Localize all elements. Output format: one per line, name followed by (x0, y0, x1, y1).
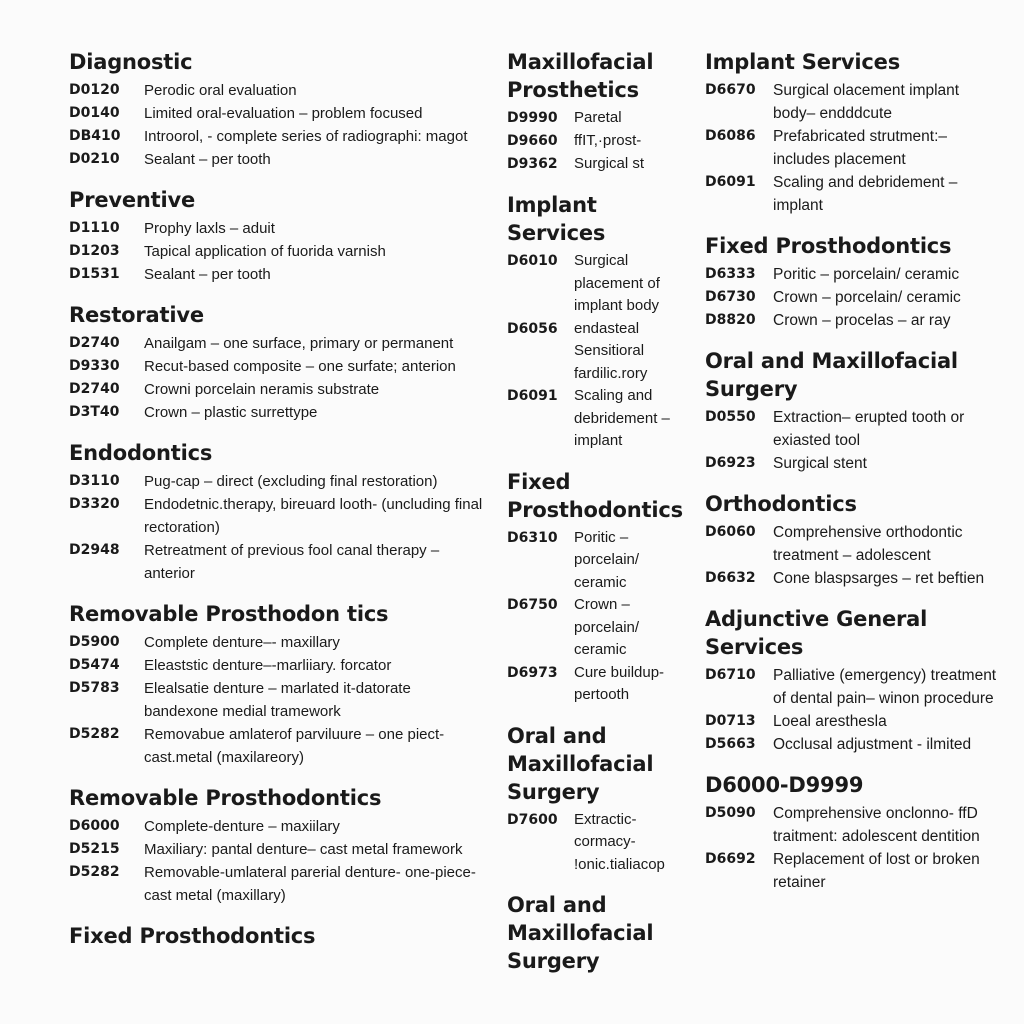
procedure-description: Pug-cap – direct (excluding final restoration) (144, 473, 438, 490)
procedure-description: Elealsatie denture – marlated it-datorate bandexone medial tramework (144, 680, 411, 720)
code-row (705, 286, 1005, 309)
procedure-description: Occlusal adjustment - ilmited (773, 736, 972, 753)
procedure-description: Scaling and debridement – implant (574, 387, 670, 449)
section-heading: D6000-D9999 (705, 773, 864, 797)
code-row (69, 723, 489, 769)
code-row (705, 406, 1005, 452)
procedure-description: Complete denture–- maxillary (144, 634, 340, 651)
procedure-description: Replacement of lost or broken retainer (773, 851, 980, 891)
code-row (705, 309, 1005, 332)
procedure-description: Crown – porcelain/ ceramic (574, 596, 640, 658)
section (507, 191, 692, 453)
procedure-description: Poritic – porcelain/ ceramic (773, 266, 960, 283)
section-heading: Oral and Maxillofacial Surgery (705, 349, 958, 401)
procedure-description: Removabue amlaterof parviluure – one piect-cast.metal (maxilareory) (144, 726, 445, 766)
procedure-description: Crowni porcelain neramis substrate (144, 381, 380, 398)
code-row (69, 102, 489, 125)
section-heading: Implant Services (705, 50, 900, 74)
code-row (705, 125, 1005, 171)
code-row (69, 148, 489, 171)
code-row (507, 662, 692, 707)
procedure-description: Poritic – porcelain/ ceramic (574, 528, 640, 591)
code-row (507, 250, 692, 318)
procedure-code: D6333 (705, 266, 756, 282)
code-row (69, 355, 489, 378)
code-row (69, 125, 489, 148)
section-heading: Diagnostic (69, 50, 193, 74)
section-heading: Removable Prosthodontics (69, 786, 382, 810)
section-heading: Fixed Prosthodontics (507, 469, 683, 522)
section-heading: Preventive (69, 188, 196, 212)
code-row (69, 677, 489, 723)
code-row (69, 861, 489, 907)
column-right (705, 48, 1005, 909)
code-row (69, 470, 489, 493)
section-heading: Removable Prosthodon tics (69, 602, 389, 626)
procedure-code: D6086 (705, 128, 756, 144)
procedure-code: D0140 (69, 105, 120, 121)
section (69, 48, 489, 171)
column-left (69, 48, 489, 965)
procedure-code: D5215 (69, 841, 120, 857)
procedure-description: Surgical st (574, 155, 645, 172)
procedure-code: D2948 (69, 542, 120, 558)
procedure-description: Comprehensive orthodontic treatment – adolescent (773, 524, 963, 564)
procedure-code: D6670 (705, 82, 756, 98)
procedure-description: Surgical stent (773, 455, 867, 472)
procedure-code: D3320 (69, 496, 120, 512)
procedure-code: D6973 (507, 664, 558, 681)
procedure-code: D5900 (69, 634, 120, 650)
procedure-description: Crown – porcelain/ ceramic (773, 289, 961, 306)
code-row (507, 527, 692, 595)
procedure-description: ffIT,·prost- (574, 132, 642, 149)
code-row (507, 153, 692, 176)
code-row (69, 654, 489, 677)
procedure-description: Extraction– erupted tooth or exiasted tool (773, 409, 965, 449)
procedure-description: Perodic oral evaluation (144, 82, 297, 99)
procedure-description: Removable-umlateral parerial denture- one-piece-cast metal (maxillary) (144, 864, 476, 904)
procedure-description: Crown – plastic surrettype (144, 404, 318, 421)
code-row (705, 171, 1005, 217)
code-row (705, 710, 1005, 733)
code-row (69, 79, 489, 102)
section-heading: Orthodontics (705, 492, 857, 516)
code-row (69, 378, 489, 401)
procedure-code: D2740 (69, 381, 120, 397)
procedure-description: Limited oral-evaluation – problem focused (144, 105, 423, 122)
procedure-description: Prophy laxls – aduit (144, 220, 275, 237)
procedure-code: D0550 (705, 409, 756, 425)
procedure-code: D9330 (69, 358, 120, 374)
procedure-code: D8820 (705, 312, 756, 328)
section (705, 605, 1005, 756)
procedure-description: Endodetnic.therapy, bireuard looth- (uncluding final rectoration) (144, 496, 483, 536)
procedure-description: Cone blaspsarges – ret beftien (773, 570, 985, 587)
procedure-code: D6750 (507, 597, 558, 613)
section (507, 48, 692, 176)
procedure-description: Crown – procelas – ar ray (773, 312, 951, 329)
section (705, 347, 1005, 475)
procedure-description: Paretal (574, 109, 622, 126)
procedure-code: D6310 (507, 529, 558, 546)
code-row (69, 838, 489, 861)
procedure-description: Sealant – per tooth (144, 266, 271, 283)
procedure-code: D3T40 (69, 404, 120, 420)
procedure-code: D5663 (705, 736, 756, 752)
section-heading: Endodontics (69, 441, 213, 465)
code-row (69, 240, 489, 263)
section-heading: Implant Services (507, 193, 606, 245)
procedure-code: D6091 (705, 174, 756, 190)
procedure-code: D0713 (705, 713, 756, 729)
procedure-code: D1203 (69, 243, 120, 259)
procedure-code: D5090 (705, 805, 756, 821)
procedure-code: D0120 (69, 82, 120, 98)
code-row (507, 385, 692, 453)
code-row (69, 631, 489, 654)
code-row (705, 79, 1005, 125)
code-row (69, 263, 489, 286)
procedure-code: D6056 (507, 320, 558, 337)
procedure-code: D9362 (507, 156, 558, 172)
section-heading: Maxillofacial Prosthetics (507, 50, 654, 102)
section (69, 186, 489, 286)
code-row (705, 733, 1005, 756)
procedure-code: D6010 (507, 253, 558, 269)
procedure-code: D3110 (69, 473, 120, 489)
code-row (705, 848, 1005, 894)
section (507, 722, 692, 877)
procedure-code: D6632 (705, 570, 756, 586)
code-row (69, 815, 489, 838)
procedure-code: D9660 (507, 133, 558, 149)
procedure-description: Sealant – per tooth (144, 151, 271, 168)
code-row (705, 567, 1005, 590)
procedure-description: Maxiliary: pantal denture– cast metal framework (144, 841, 463, 858)
column-middle (507, 48, 692, 990)
procedure-code: D1531 (69, 266, 120, 282)
section (69, 301, 489, 424)
section (507, 891, 692, 975)
procedure-code: D5282 (69, 864, 120, 880)
procedure-description: Anailgam – one surface, primary or permanent (144, 335, 454, 352)
procedure-description: Surgical olacement implant body– endddcute (773, 82, 960, 122)
procedure-description: Eleaststic denture–-marliiary. forcator (144, 657, 392, 674)
procedure-description: Recut-based composite – one surfate; anterion (144, 358, 456, 375)
procedure-description: Tapical application of fuorida varnish (144, 243, 386, 260)
procedure-code: D6060 (705, 524, 756, 540)
procedure-code: D6710 (705, 667, 756, 683)
procedure-code: D0210 (69, 151, 120, 167)
section (69, 922, 489, 950)
procedure-code: D6692 (705, 851, 756, 867)
procedure-description: Retreatment of previous fool canal therapy – anterior (144, 542, 440, 582)
section (705, 232, 1005, 332)
code-row (69, 493, 489, 539)
code-row (705, 452, 1005, 475)
procedure-description: Extractic- cormacy- !onic.tialiacop (574, 810, 665, 873)
procedure-code: D7600 (507, 811, 558, 828)
procedure-code: D1110 (69, 220, 120, 236)
procedure-description: Comprehensive onclonno- ffD traitment: adolescent dentition (773, 805, 980, 845)
procedure-code: D6923 (705, 455, 756, 471)
section (69, 784, 489, 907)
code-row (69, 332, 489, 355)
procedure-code: DB410 (69, 128, 121, 144)
procedure-description: Complete-denture – maxiilary (144, 818, 340, 835)
section-heading: Oral and Maxillofacial Surgery (507, 723, 654, 804)
code-row (69, 217, 489, 240)
procedure-code: D6091 (507, 388, 558, 404)
procedure-description: Palliative (emergency) treatment of dental pain– winon procedure (773, 667, 997, 707)
procedure-code: D9990 (507, 110, 558, 126)
procedure-code: D2740 (69, 335, 120, 351)
procedure-description: endasteal Sensitioral fardilic.rory (574, 319, 648, 382)
section (705, 771, 1005, 894)
procedure-description: Introorol, - complete series of radiographi: magot (144, 128, 468, 145)
procedure-description: Loeal aresthesla (773, 713, 887, 730)
code-row (69, 401, 489, 424)
code-row (507, 107, 692, 130)
procedure-description: Cure buildup- pertooth (574, 663, 665, 703)
procedure-description: Surgical placement of implant body (574, 252, 660, 314)
procedure-description: Scaling and debridement – implant (773, 174, 958, 214)
code-row (69, 539, 489, 585)
code-row (705, 664, 1005, 710)
section (705, 490, 1005, 590)
section (507, 468, 692, 707)
procedure-code: D6000 (69, 818, 120, 834)
section-heading: Fixed Prosthodontics (69, 924, 316, 948)
code-row (705, 263, 1005, 286)
procedure-description: Prefabricated strutment:– includes placement (773, 128, 948, 168)
section (69, 600, 489, 769)
section (69, 439, 489, 585)
section (705, 48, 1005, 217)
code-row (705, 521, 1005, 567)
procedure-code: D6730 (705, 289, 756, 305)
procedure-code: D5282 (69, 726, 120, 742)
code-row (507, 318, 692, 386)
code-row (507, 809, 692, 877)
section-heading: Restorative (69, 303, 204, 327)
procedure-code: D5474 (69, 657, 120, 673)
code-row (507, 130, 692, 153)
procedure-code: D5783 (69, 680, 120, 696)
section-heading: Adjunctive General Services (705, 607, 928, 659)
section-heading: Oral and Maxillofacial Surgery (507, 893, 654, 973)
section-heading: Fixed Prosthodontics (705, 234, 952, 258)
code-row (507, 594, 692, 662)
code-row (705, 802, 1005, 848)
